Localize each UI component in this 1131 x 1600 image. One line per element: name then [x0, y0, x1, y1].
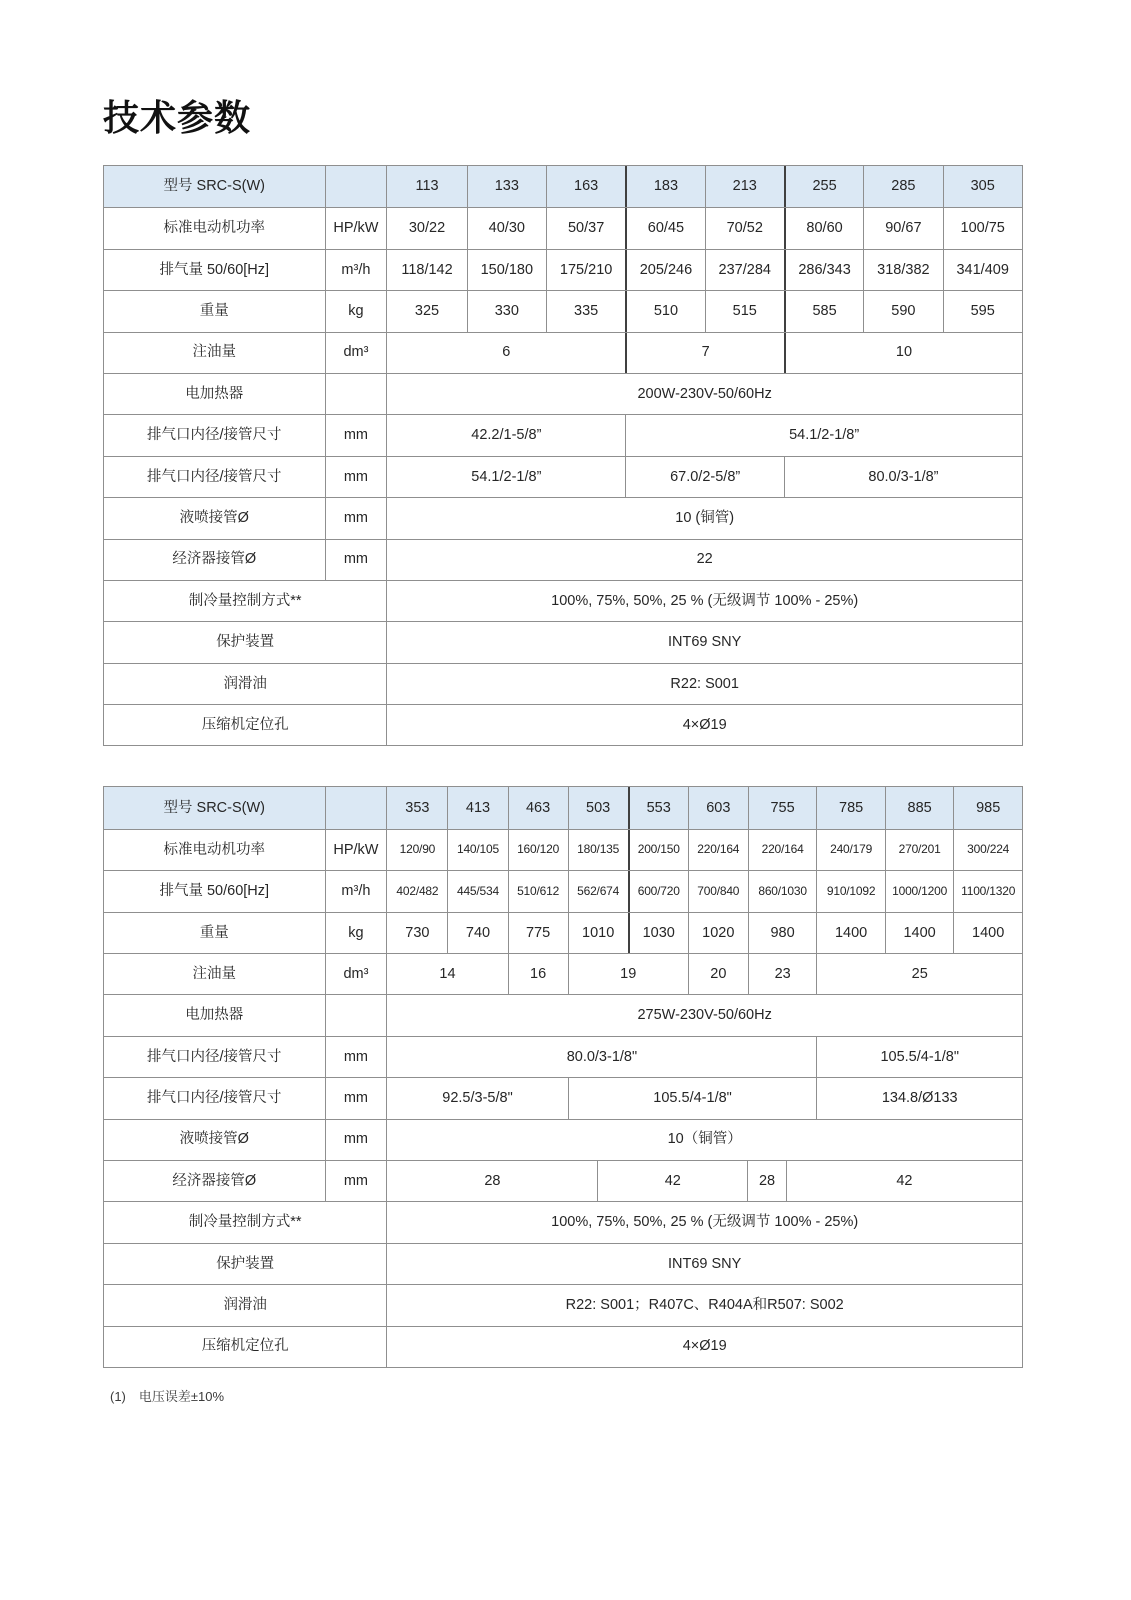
- row-values: [386, 1161, 1022, 1201]
- spec-value-cell: 275W-230V-50/60Hz: [637, 1007, 772, 1024]
- row-label-cell: 压缩机定位孔: [201, 1338, 289, 1355]
- spec-value-cell: 270/201: [885, 830, 954, 870]
- spec-value-cell: R22: S001；R407C、R404A和R507: S002: [565, 1297, 844, 1314]
- row-unit-cell: mm: [325, 457, 387, 497]
- model-header-cell: 285: [863, 166, 942, 207]
- spec-value-cell: 595: [943, 291, 1022, 331]
- spec-value-cell: 50/37: [546, 208, 625, 248]
- row-values: [386, 166, 1022, 207]
- spec-value-cell: 220/164: [748, 830, 817, 870]
- spec-value-cell: 28: [484, 1172, 501, 1189]
- row-values: [386, 871, 1022, 911]
- spec-value-cell: 300/224: [953, 830, 1022, 870]
- spec-table-2: [103, 786, 1023, 1367]
- row-values: [386, 1202, 1022, 1242]
- spec-value-cell: 590: [863, 291, 942, 331]
- spec-value-cell: 105.5/4-1/8": [568, 1078, 817, 1118]
- spec-value-cell: 140/105: [447, 830, 507, 870]
- model-header-cell: 785: [816, 787, 885, 828]
- row-label-cell: 制冷量控制方式**: [188, 1214, 302, 1231]
- spec-value-cell: 10: [784, 333, 1022, 373]
- spec-value-cell: INT69 SNY: [668, 1255, 742, 1272]
- model-header-cell: 353: [405, 799, 430, 816]
- row-unit-cell: kg: [325, 913, 387, 953]
- spec-value-cell: 54.1/2-1/8”: [625, 415, 1022, 455]
- spec-value-cell: 237/284: [705, 250, 784, 290]
- spec-value-cell: 100/75: [943, 208, 1022, 248]
- spec-value-cell: 10 (铜管): [675, 509, 735, 526]
- table-row: [104, 456, 1022, 497]
- row-label-cell: 液喷接管Ø: [179, 1131, 249, 1148]
- row-values: [386, 498, 1022, 538]
- row-label-cell: 制冷量控制方式**: [188, 592, 302, 609]
- row-label-cell: 经济器接管Ø: [172, 1172, 257, 1189]
- table-row: [104, 829, 1022, 870]
- model-header-cell: 553: [628, 787, 688, 828]
- row-values: [386, 540, 1022, 580]
- row-label-cell: 排气口内径/接管尺寸: [146, 468, 282, 485]
- table-header-row: [104, 787, 1022, 828]
- spec-value-cell: 335: [546, 291, 625, 331]
- spec-value-cell: 730: [405, 924, 430, 941]
- table-row: [104, 663, 1022, 704]
- spec-value-cell: INT69 SNY: [668, 634, 742, 651]
- row-values: [386, 1078, 1022, 1118]
- spec-value-cell: 318/382: [863, 250, 942, 290]
- spec-value-cell: 42: [597, 1161, 747, 1201]
- spec-value-cell: 67.0/2-5/8”: [625, 457, 784, 497]
- spec-value-cell: 240/179: [816, 830, 885, 870]
- model-header-cell: 305: [943, 166, 1022, 207]
- row-unit-cell: m³/h: [325, 871, 387, 911]
- row-label-cell: 保护装置: [216, 1255, 275, 1272]
- row-label-cell: 重量: [199, 924, 229, 941]
- row-label-cell: 注油量: [192, 965, 236, 982]
- spec-value-cell: 14: [439, 965, 456, 982]
- table-row: [104, 332, 1022, 373]
- spec-value-cell: 160/120: [508, 830, 568, 870]
- spec-value-cell: 515: [705, 291, 784, 331]
- row-values: [386, 457, 1022, 497]
- model-header-cell: 755: [748, 787, 817, 828]
- table-row: [104, 1160, 1022, 1201]
- spec-value-cell: 80/60: [784, 208, 863, 248]
- row-label-cell: 排气口内径/接管尺寸: [146, 1090, 282, 1107]
- table-row: [104, 1119, 1022, 1160]
- table-row: [104, 953, 1022, 994]
- spec-value-cell: 175/210: [546, 250, 625, 290]
- model-header-cell: 985: [953, 787, 1022, 828]
- model-header-cell: 163: [546, 166, 625, 207]
- row-values: [386, 787, 1022, 828]
- spec-value-cell: 80.0/3-1/8": [566, 1048, 638, 1065]
- model-header-cell: 213: [705, 166, 784, 207]
- spec-value-cell: 28: [747, 1161, 786, 1201]
- table-row: [104, 1243, 1022, 1284]
- row-label-cell: 电加热器: [185, 385, 244, 402]
- spec-value-cell: 7: [625, 333, 784, 373]
- row-values: [386, 581, 1022, 621]
- row-values: [386, 374, 1022, 414]
- model-header-cell: 113: [415, 178, 439, 195]
- row-values: [386, 954, 1022, 994]
- spec-value-cell: 150/180: [467, 250, 546, 290]
- spec-value-cell: 1400: [885, 913, 954, 953]
- model-header-cell: 885: [885, 787, 954, 828]
- table-row: [104, 704, 1022, 745]
- row-label-cell: 标准电动机功率: [163, 841, 265, 858]
- table-row: [104, 870, 1022, 911]
- table-row: [104, 1077, 1022, 1118]
- spec-value-cell: 775: [508, 913, 568, 953]
- spec-value-cell: 40/30: [467, 208, 546, 248]
- spec-value-cell: 54.1/2-1/8”: [471, 468, 542, 485]
- spec-value-cell: 341/409: [943, 250, 1022, 290]
- spec-value-cell: 23: [748, 954, 817, 994]
- row-unit-cell: [325, 166, 387, 207]
- spec-value-cell: 860/1030: [748, 871, 817, 911]
- spec-value-cell: 100%, 75%, 50%, 25 % (无级调节 100% - 25%): [551, 1214, 859, 1231]
- spec-value-cell: 1030: [628, 913, 688, 953]
- row-values: [386, 705, 1022, 745]
- row-unit-cell: m³/h: [325, 250, 387, 290]
- spec-value-cell: 60/45: [625, 208, 704, 248]
- spec-value-cell: 92.5/3-5/8": [442, 1090, 513, 1107]
- table-row: [104, 1036, 1022, 1077]
- row-label-cell: 润滑油: [223, 675, 267, 692]
- row-unit-cell: HP/kW: [325, 208, 387, 248]
- spec-value-cell: 100%, 75%, 50%, 25 % (无级调节 100% - 25%): [551, 592, 859, 609]
- spec-value-cell: 19: [568, 954, 688, 994]
- spec-value-cell: 585: [784, 291, 863, 331]
- spec-value-cell: 20: [688, 954, 748, 994]
- spec-table-1: [103, 165, 1023, 746]
- row-values: [386, 208, 1022, 248]
- spec-value-cell: 6: [502, 344, 511, 361]
- row-values: [386, 1327, 1022, 1367]
- table-row: [104, 1326, 1022, 1367]
- spec-value-cell: 118/142: [401, 261, 453, 278]
- row-values: [386, 995, 1022, 1035]
- table-row: [104, 497, 1022, 538]
- table-row: [104, 1284, 1022, 1325]
- spec-value-cell: 510: [625, 291, 704, 331]
- spec-value-cell: 700/840: [688, 871, 748, 911]
- spec-value-cell: 445/534: [447, 871, 507, 911]
- spec-value-cell: 1020: [688, 913, 748, 953]
- row-unit-cell: dm³: [325, 333, 387, 373]
- spec-value-cell: 1000/1200: [885, 871, 954, 911]
- table-row: [104, 249, 1022, 290]
- spec-value-cell: 910/1092: [816, 871, 885, 911]
- row-label-cell: 润滑油: [223, 1297, 267, 1314]
- table-row: [104, 994, 1022, 1035]
- row-unit-cell: mm: [325, 498, 387, 538]
- model-series-label: 型号 SRC-S(W): [163, 799, 265, 816]
- spec-value-cell: 4×Ø19: [682, 716, 727, 733]
- table-row: [104, 912, 1022, 953]
- table-row: [104, 207, 1022, 248]
- table-row: [104, 1201, 1022, 1242]
- spec-value-cell: 220/164: [688, 830, 748, 870]
- spec-value-cell: R22: S001: [670, 675, 739, 692]
- table-row: [104, 580, 1022, 621]
- row-values: [386, 1244, 1022, 1284]
- row-unit-cell: dm³: [325, 954, 387, 994]
- row-unit-cell: mm: [325, 1120, 387, 1160]
- spec-value-cell: 16: [508, 954, 568, 994]
- row-unit-cell: [325, 787, 387, 828]
- row-values: [386, 622, 1022, 662]
- spec-value-cell: 4×Ø19: [682, 1338, 727, 1355]
- spec-value-cell: 180/135: [568, 830, 628, 870]
- row-unit-cell: [325, 374, 387, 414]
- spec-value-cell: 200W-230V-50/60Hz: [637, 385, 772, 402]
- row-label-cell: 压缩机定位孔: [201, 716, 289, 733]
- model-header-cell: 413: [447, 787, 507, 828]
- table-row: [104, 373, 1022, 414]
- spec-value-cell: 120/90: [399, 842, 436, 857]
- row-label-cell: 液喷接管Ø: [179, 509, 249, 526]
- row-label-cell: 排气口内径/接管尺寸: [146, 1048, 282, 1065]
- spec-value-cell: 980: [748, 913, 817, 953]
- spec-value-cell: 105.5/4-1/8": [816, 1037, 1021, 1077]
- row-label-cell: 经济器接管Ø: [172, 551, 257, 568]
- row-unit-cell: mm: [325, 1078, 387, 1118]
- table-row: [104, 290, 1022, 331]
- row-values: [386, 333, 1022, 373]
- spec-value-cell: 562/674: [568, 871, 628, 911]
- spec-value-cell: 740: [447, 913, 507, 953]
- row-unit-cell: HP/kW: [325, 830, 387, 870]
- row-label-cell: 电加热器: [185, 1007, 244, 1024]
- row-values: [386, 1285, 1022, 1325]
- spec-value-cell: 30/22: [408, 220, 446, 237]
- spec-value-cell: 1010: [568, 913, 628, 953]
- footnote: (1) 电压误差±10%: [110, 1388, 225, 1404]
- spec-value-cell: 200/150: [628, 830, 688, 870]
- spec-value-cell: 10（铜管）: [667, 1131, 742, 1148]
- spec-value-cell: 42: [786, 1161, 1022, 1201]
- spec-value-cell: 1400: [953, 913, 1022, 953]
- row-values: [386, 1037, 1022, 1077]
- row-label-cell: 注油量: [192, 344, 236, 361]
- model-header-cell: 603: [688, 787, 748, 828]
- spec-value-cell: 402/482: [396, 883, 439, 898]
- row-unit-cell: mm: [325, 540, 387, 580]
- row-unit-cell: mm: [325, 1037, 387, 1077]
- row-values: [386, 913, 1022, 953]
- row-label-cell: 重量: [199, 303, 229, 320]
- spec-value-cell: 510/612: [508, 871, 568, 911]
- row-label-cell: 排气量 50/60[Hz]: [159, 883, 270, 900]
- spec-value-cell: 70/52: [705, 208, 784, 248]
- model-header-cell: 503: [568, 787, 628, 828]
- row-unit-cell: kg: [325, 291, 387, 331]
- spec-value-cell: 22: [696, 551, 713, 568]
- table-row: [104, 539, 1022, 580]
- table-row: [104, 621, 1022, 662]
- row-values: [386, 250, 1022, 290]
- row-values: [386, 291, 1022, 331]
- row-unit-cell: mm: [325, 1161, 387, 1201]
- spec-value-cell: 42.2/1-5/8”: [471, 427, 542, 444]
- spec-value-cell: 80.0/3-1/8”: [784, 457, 1022, 497]
- row-label-cell: 排气口内径/接管尺寸: [146, 427, 282, 444]
- row-values: [386, 415, 1022, 455]
- spec-value-cell: 1400: [816, 913, 885, 953]
- row-unit-cell: [325, 995, 387, 1035]
- row-unit-cell: mm: [325, 415, 387, 455]
- spec-value-cell: 330: [467, 291, 546, 331]
- spec-value-cell: 25: [816, 954, 1021, 994]
- table-header-row: [104, 166, 1022, 207]
- model-header-cell: 255: [784, 166, 863, 207]
- row-values: [386, 1120, 1022, 1160]
- row-values: [386, 664, 1022, 704]
- model-header-cell: 463: [508, 787, 568, 828]
- row-label-cell: 保护装置: [216, 634, 275, 651]
- row-label-cell: 排气量 50/60[Hz]: [159, 261, 270, 278]
- spec-value-cell: 90/67: [863, 208, 942, 248]
- row-label-cell: 标准电动机功率: [163, 220, 265, 237]
- page-title: 技术参数: [103, 97, 252, 138]
- model-series-label: 型号 SRC-S(W): [163, 178, 265, 195]
- model-header-cell: 183: [625, 166, 704, 207]
- spec-value-cell: 134.8/Ø133: [816, 1078, 1021, 1118]
- spec-value-cell: 600/720: [628, 871, 688, 911]
- spec-value-cell: 286/343: [784, 250, 863, 290]
- spec-value-cell: 325: [414, 303, 440, 320]
- row-values: [386, 830, 1022, 870]
- spec-value-cell: 1100/1320: [953, 871, 1022, 911]
- model-header-cell: 133: [467, 166, 546, 207]
- table-row: [104, 414, 1022, 455]
- spec-value-cell: 205/246: [625, 250, 704, 290]
